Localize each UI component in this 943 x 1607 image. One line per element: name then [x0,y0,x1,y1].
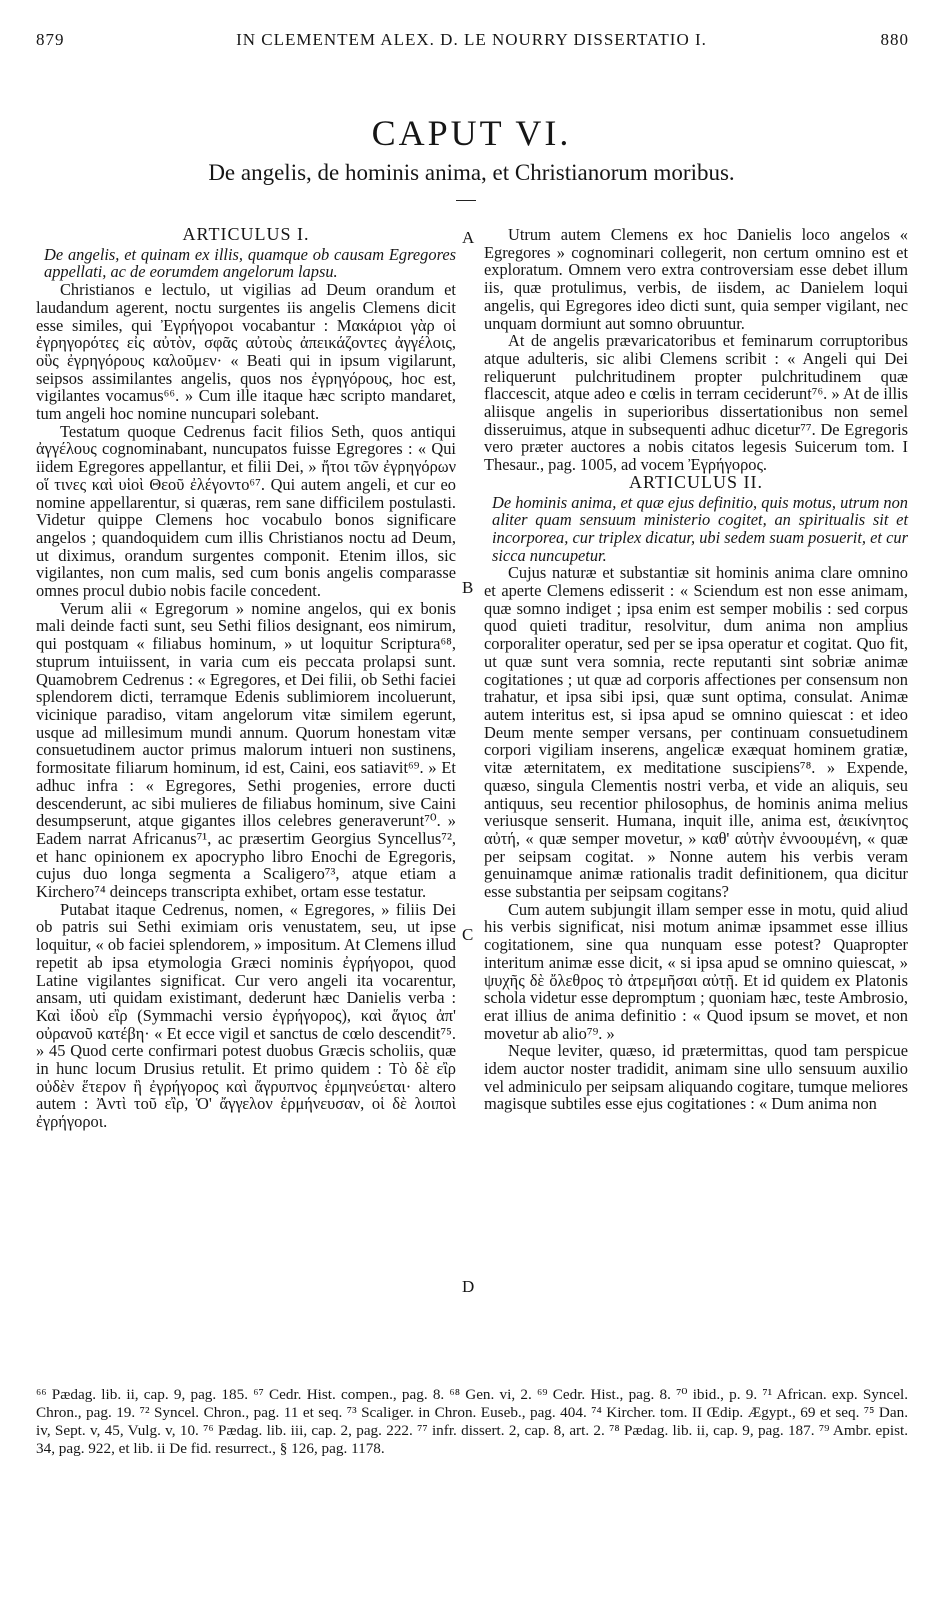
paragraph: Neque leviter, quæso, id prætermittas, quod tam perspicue idem auctor noster tradidit, animam sine ullo sensuum auxilio vel adminiculo per seipsam aliquando cogitare, tumque meliores magisque subtiles esse ejus cogitationes : « Dum anima non [484,1041,908,1114]
paragraph: Cum autem subjungit illam semper esse in motu, quid aliud his verbis significat, nisi motum animæ ipsammet esse illius cogitationem, sine qua nunquam esse potest? Quapropter interitum animæ esse dicit, « si ipsa apud se omnino quiescat, » ψυχῆς δὲ ὄλεθρος τὸ ἀτρεμῆσαι αὐτῇ. Et id quidem ex Platonis schola videtur esse depromptum ; quoniam hæc, teste Ambrosio, erat illius de anima definitio : « Quod ipsum se movet, et non movetur ab alio⁷⁹. » [484,899,908,1043]
paragraph: Verum alii « Egregorum » nomine angelos, qui ex bonis mali deinde facti sunt, seu Sethi filios designant, eos nimirum, qui postquam « filiabus hominum, » ut loquitur Scriptura⁶⁸, stuprum intuiissent, in varia cum eis peccata prolapsi sunt. Quamobrem Cedrenus : « Egregores, et Dei filii, ob Sethi faciei splendorem dicti, terramque Edenis sublimiorem incoluerunt, vicinique paradiso, vitam angelorum vitæ similem egerunt, usque ad millesimum mundi annum. Quorum honestam vitæ consuetudinem auctor primus malorum intueri non sustinens, formositate filiarum hominum, id est, Caini, eos satiavit⁶⁹. » Et adhuc infra : « Egregores, Sethi progenies, errore ducti descenderunt, ac sibi mulieres de filiabus hominum, sive Caini desumpserunt, atque gigantes illos celebres generaverunt⁷⁰. » Eadem narrat Africanus⁷¹, ac præsertim Georgius Syncellus⁷², et hanc opinionem ex apocrypho libro Enochi de Egregoris, cujus duo longa segmenta a Scaligero⁷³, atque etiam a Kirchero⁷⁴ deinceps transcripta exhibet, ortam esse testatur. [36,598,456,902]
article-2-summary: De hominis anima, et quæ ejus definitio, quis motus, utrum non aliter quam sensuum ministerio cogitet, an spiritualis sit et incorporea, cur triplex dicatur, ubi sedem suam posuerit, et cur sicca nuncupetur. [492,492,908,565]
chapter-title: CAPUT VI. [371,113,572,153]
article-1-heading: ARTICULUS I. [182,224,310,244]
paragraph: Cujus naturæ et substantiæ sit hominis anima clare omnino et aperte Clemens edisserit : « Sciendum est non esse animam, quæ somno indiget ; ipsa enim est semper mobilis : sed corpus quod quieti traditur, resolvitur, dum anima non amplius corporaliter operatur, sed per se ipsa operatur et cogitat. Quo fit, ut quæ sunt vera somnia, recte reputanti sint sobriæ animæ cogitationes ; ut quæ ad corporis affectiones per consensum non trahatur, et ipsa sibi ipsi, quæ sunt optima, consulat. Animæ autem interitus est, si ipsa apud se omnino quiescat : et ideo Deum mente semper versans, per continuam consuetudinem corpori vigiliam inserens, angelicæ exæquat hominem gratiæ, vitæ æternitatem, ex meditatione suscipiens⁷⁸. » Expende, quæso, singula Clementis nostri verba, et vide an aliquis, seu antiquus, seu recentior philosophus, de hominis anima melius veriusque senserit. Humana, inquit ille, anima est, ἀεικίνητος αὐτή, « quæ semper movetur, » καθ' αὑτὴν ἐννοουμένη, « quæ per seipsam cogitat. » Nonne autem his verbis veram genuinamque animæ rationalis tradit definitionem, qua dicitur esse substantia per seipsam cogitans? [484,563,908,902]
margin-letter-b: B [462,578,474,597]
running-title: IN CLEMENTEM ALEX. D. LE NOURRY DISSERTATIO I. [236,30,707,49]
paragraph: Christianos e lectulo, ut vigilias ad Deum orandum et laudandum agerent, noctu surgentes iis angelis Clemens dicit esse similes, qui Ἐγρήγοροι vocabantur : Μακάριοι γὰρ οἱ ἐγρηγορότες εἰς αὐτὸν, σφᾶς αὐτοὺς ἀπεικάζοντες ἀγγέλοις, οὓς ἐγρηγόρους καλοῦμεν· « Beati qui in ipsum vigilarunt, seipsos assimilantes angelis, quos nos ἐγρηγόρους, hoc est, vigilantes vocamus⁶⁶. » Cum ille itaque hæc scripto mandaret, tum angeli hoc nomine nuncupari solebant. [36,280,456,424]
running-header [0,30,943,56]
paragraph: Utrum autem Clemens ex hoc Danielis loco angelos « Egregores » cognominari collegerit, non certum omnino est et exploratum. Omnem vero extra controversiam esse debet illum iis, quæ protulimus, verbis, de iisdem, ac Danielem loqui angelis, qui Egregores ideo dicti sunt, quia semper vigilant, nec unquam dormiunt aut somno obruuntur. [484,225,908,333]
paragraph: Testatum quoque Cedrenus facit filios Seth, quos antiqui ἀγγέλους cognominabant, nuncupatos fuisse Egregores : « Qui iidem Egregores appellantur, et filii Dei, » ἤτοι τῶν ἐγρηγόρων οἵ τινες καὶ υἱοὶ Θεοῦ ἐλέγοντο⁶⁷. Qui autem angeli, et cur eo nomine appellarentur, si quæras, rem sane difficilem postulasti. Videtur quippe Clemens hoc vocabulo bonos significare angelos ; quandoquidem cum illis Christianos noctu ad Deum, ut diximus, orandum surgentes componit. Etenim illos, sic vigilantes, non cum malis, sed cum bonis angelis comparasse omnes procul dubio nobis facile concedent. [36,421,456,601]
article-1-summary: De angelis, et quinam ex illis, quamque ob causam Egregores appellati, ac de eorumdem angelorum lapsu. [44,244,456,282]
footnotes: ⁶⁶ Pædag. lib. ii, cap. 9, pag. 185. ⁶⁷ Cedr. Hist. compen., pag. 8. ⁶⁸ Gen. vi, 2. ⁶⁹ Cedr. Hist., pag. 8. ⁷⁰ ibid., p. 9. ⁷¹ African. exp. Syncel. Chron., pag. 19. ⁷² Syncel. Chron., pag. 11 et seq. ⁷³ Scaliger. in Chron. Euseb., pag. 404. ⁷⁴ Kircher. tom. II Œdip. Ægypt., 69 et seq. ⁷⁵ Dan. iv, Sept. v, 45, Vulg. v, 10. ⁷⁶ Pædag. lib. iii, cap. 2, pag. 222. ⁷⁷ infr. dissert. 2, cap. 8, art. 2. ⁷⁸ Pædag. lib. ii, cap. 9, pag. 187. ⁷⁹ Ambr. epist. 34, pag. 922, et lib. ii De fid. resurrect., § 126, pag. 1178. [36,1386,908,1457]
chapter-subtitle: De angelis, de hominis anima, et Christianorum moribus. [208,160,735,185]
right-column [484,226,908,1113]
page-number-left: 879 [36,30,65,49]
article-2-heading: ARTICULUS II. [629,471,763,492]
left-column [36,226,456,1131]
margin-letter-a: A [462,228,475,247]
page-number-right: 880 [880,30,909,49]
margin-letter-c: C [462,925,474,944]
paragraph: Putabat itaque Cedrenus, nomen, « Egregores, » filiis Dei ob patris sui Sethi eximiam oris venustatem, seu, ut ipse loquitur, « ob faciei splendorem, » impositum. At Clemens illud repetit ab ipsa etymologia Græci nominis ἐγρήγοροι, quod Latine vigilantes significat. Cur vero angeli ita vocarentur, ansam, uti quidam existimant, dederunt hæc Danielis verba : Καὶ ἰδοὺ εἲρ (Symmachi versio ἐγρήγορος), καὶ ἅγιος ἀπ' οὐρανοῦ κατέβη· « Et ecce vigil et sanctus de cœlo descendit⁷⁵. » 45 Quod certe confirmari potest duobus Græcis scholiis, quæ in hunc locum Drusius retulit. Et primo quidem : Τὸ δὲ εἲρ οὐδὲν ἕτερον ἢ ἐγρήγορος καὶ ἄγρυπνος ἑρμηνεύεται· altero autem : Ἀντὶ τοῦ εἲρ, Ὁ' ἄγγελον ἑρμήνευσαν, οἱ δὲ λοιποὶ ἐγρήγοροι. [36,899,456,1132]
paragraph: At de angelis prævaricatoribus et feminarum corruptoribus atque adulteris, sic alibi Clemens scribit : « Angeli qui Dei reliquerunt pulchritudinem propter pulchritudinem quæ flaccescit, atque adeo e cœlis in terram ceciderunt⁷⁶. » At de illis aliisque angelis in superioribus dissertationibus non semel disseruimus, atque in subsequenti adhuc dicetur⁷⁷. De Egregoris vero præter auctores a nobis citatos legesis Suicerum tom. I Thesaur., pag. 1005, ad vocem Ἐγρήγορος. [484,331,908,475]
margin-letter-d: D [462,1277,475,1296]
title-rule [456,200,476,201]
